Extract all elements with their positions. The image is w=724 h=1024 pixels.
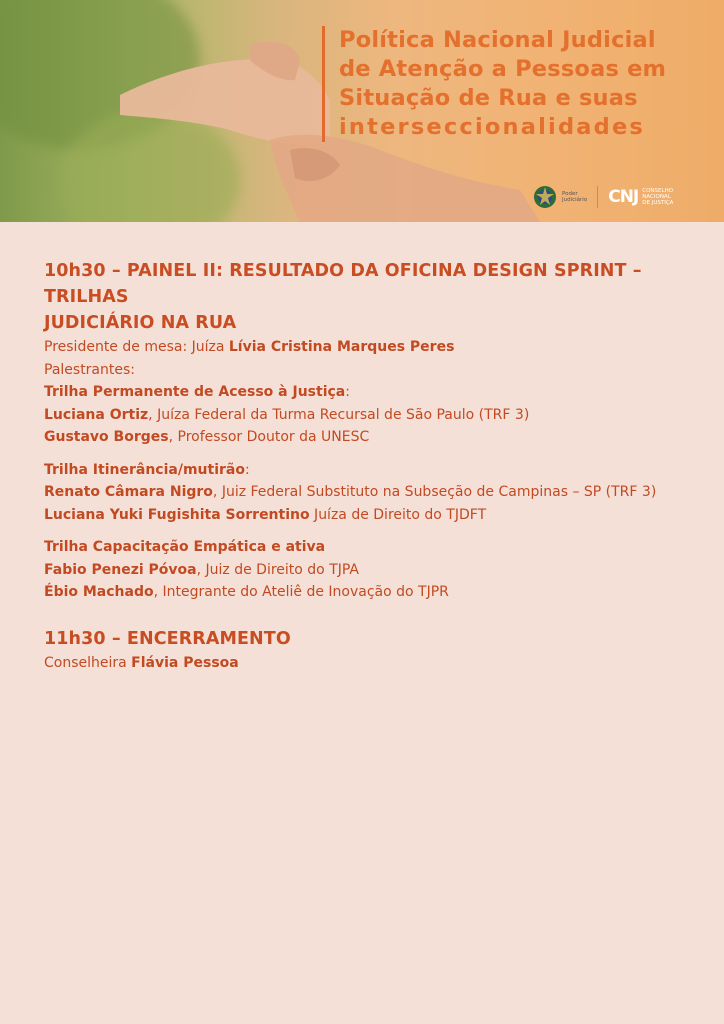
speaker-role: , Juiz Federal Substituto na Subseção de Campinas – SP (TRF 3): [212, 484, 657, 500]
logo-divider: [597, 186, 598, 208]
cnj-line1: CONSELHO: [642, 188, 674, 194]
track-title-text: Trilha Capacitação Empática e ativa: [44, 539, 326, 555]
title-line-4: interseccionalidades: [339, 114, 646, 140]
cnj-abbr: CNJ: [608, 187, 639, 207]
speaker-line: [44, 581, 694, 604]
pj-line2: Judiciário: [562, 197, 588, 203]
spacer: [44, 449, 694, 459]
panel-heading-line2: JUDICIÁRIO NA RUA: [44, 313, 237, 333]
cnj-logo: [608, 187, 673, 207]
poder-judiciario-logo: [532, 184, 587, 210]
spacer: [44, 604, 694, 626]
pj-line1: Poder: [562, 191, 578, 197]
speaker-role: , Professor Doutor da UNESC: [168, 429, 370, 445]
panel-heading-line1: 10h30 – PAINEL II: RESULTADO DA OFICINA DESIGN SPRINT – TRILHAS: [44, 261, 642, 307]
speaker-line: [44, 504, 694, 527]
speaker-line: [44, 404, 694, 427]
speaker-line: [44, 426, 694, 449]
title-line-1: Política Nacional Judicial: [339, 27, 656, 53]
title-line-2: de Atenção a Pessoas em: [339, 56, 667, 82]
speaker-line: [44, 481, 694, 504]
speaker-name: Renato Câmara Nigro: [44, 484, 213, 500]
track-title-suffix: :: [244, 461, 250, 478]
event-title: [322, 26, 666, 142]
brasao-icon: [532, 184, 558, 210]
track-title-suffix: :: [345, 384, 350, 400]
header-banner: [0, 0, 724, 222]
track-title: [44, 459, 694, 482]
speaker-name: Ébio Machado: [44, 584, 154, 600]
speaker-name: Luciana Ortiz: [44, 406, 149, 423]
track-title: [44, 536, 694, 559]
closing-name: Flávia Pessoa: [131, 654, 239, 671]
program-content: [44, 258, 694, 674]
spacer: [44, 526, 694, 536]
track-title-text: Trilha Permanente de Acesso à Justiça: [44, 384, 346, 400]
president-line: [44, 336, 694, 359]
speakers-label: Palestrantes:: [44, 361, 135, 378]
speaker-name: Fabio Penezi Póvoa: [44, 561, 197, 578]
title-line-3: Situação de Rua e suas: [339, 85, 638, 111]
president-label: Presidente de mesa: Juíza: [44, 339, 229, 355]
track-title-text: Trilha Itinerância/mutirão: [44, 461, 245, 478]
cnj-line3: DE JUSTIÇA: [642, 200, 674, 206]
speaker-name: Gustavo Borges: [44, 429, 169, 445]
speaker-role: , Juíza Federal da Turma Recursal de São Paulo (TRF 3): [148, 406, 530, 423]
closing-heading: 11h30 – ENCERRAMENTO: [44, 628, 291, 649]
logos: [532, 184, 673, 210]
cnj-line2: NACIONAL: [642, 194, 671, 200]
speaker-line: [44, 559, 694, 582]
speaker-name: Luciana Yuki Fugishita Sorrentino: [44, 506, 310, 523]
closing-label: Conselheira: [44, 654, 132, 671]
speaker-role: , Juiz de Direito do TJPA: [196, 561, 359, 578]
speaker-role: , Integrante do Ateliê de Inovação do TJPR: [153, 584, 449, 600]
speaker-role: Juíza de Direito do TJDFT: [309, 506, 487, 523]
president-name: Lívia Cristina Marques Peres: [228, 339, 455, 355]
track-title: [44, 381, 694, 404]
closing-line: [44, 652, 694, 675]
